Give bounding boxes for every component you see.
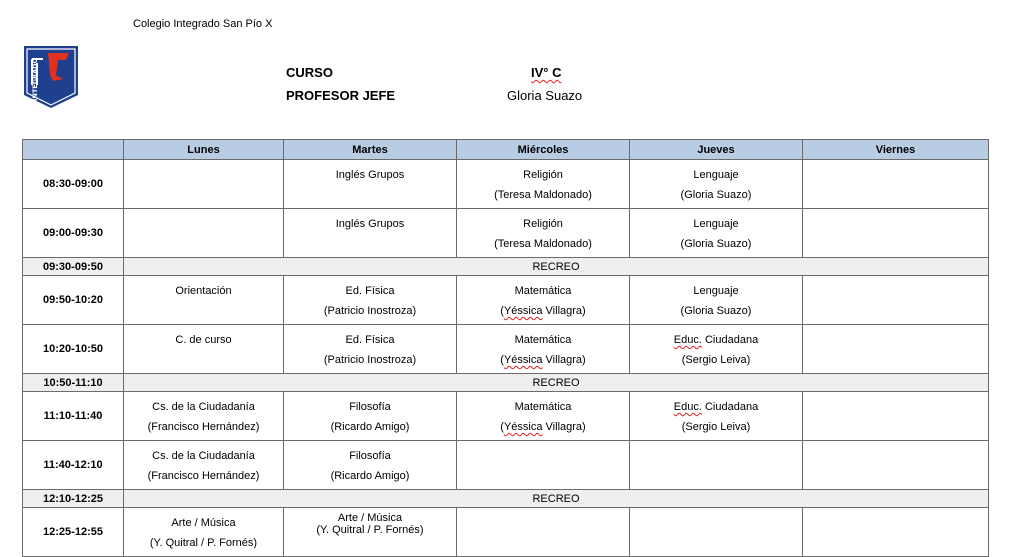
break-label: RECREO <box>124 258 989 276</box>
cell-martes <box>284 209 457 258</box>
subject-name: Religión <box>523 169 563 181</box>
subject-name: Educ. Ciudadana <box>673 334 759 346</box>
cell-miercoles <box>457 276 630 325</box>
subject-name: Matemática <box>514 285 572 297</box>
cell-jueves <box>630 276 803 325</box>
cell-martes <box>284 508 457 557</box>
cell-jueves <box>630 325 803 374</box>
profesor-jefe-value: Gloria Suazo <box>507 88 583 103</box>
cell-jueves <box>630 160 803 209</box>
subject-name: Orientación <box>175 285 232 297</box>
class-row <box>23 276 989 325</box>
break-row <box>23 258 989 276</box>
cell-martes <box>284 325 457 374</box>
subject-name: Arte / Música <box>171 517 236 529</box>
subject-name: Matemática <box>514 401 572 413</box>
subject-name: C. de curso <box>175 334 232 346</box>
cell-jueves <box>630 209 803 258</box>
cell-jueves <box>630 392 803 441</box>
class-row <box>23 441 989 490</box>
profesor-jefe-label: PROFESOR JEFE <box>286 88 396 103</box>
cell-miercoles <box>457 325 630 374</box>
break-row <box>23 490 989 508</box>
class-row <box>23 508 989 557</box>
time-slot: 12:25-12:55 <box>23 508 124 557</box>
subject-name: Matemática <box>514 334 572 346</box>
class-row <box>23 209 989 258</box>
school-logo <box>23 45 79 109</box>
cell-martes <box>284 441 457 490</box>
cell-miercoles <box>457 508 630 557</box>
subject-name: Inglés Grupos <box>335 169 405 181</box>
teacher-name: (Teresa Maldonado) <box>494 238 592 250</box>
header-time <box>23 140 124 160</box>
time-slot: 10:50-11:10 <box>23 374 124 392</box>
schedule-header-row <box>23 140 989 160</box>
cell-viernes <box>803 392 989 441</box>
class-row <box>23 392 989 441</box>
cell-lunes <box>124 325 284 374</box>
teacher-name: (Francisco Hernández) <box>147 421 260 433</box>
teacher-name: (Teresa Maldonado) <box>494 189 592 201</box>
break-row <box>23 374 989 392</box>
logo-text: INTEGRADO <box>31 57 39 101</box>
teacher-name: (Yéssica Villagra) <box>500 421 586 433</box>
break-label: RECREO <box>124 490 989 508</box>
teacher-name: (Y. Quitral / P. Fornés) <box>149 537 258 549</box>
subject-name: Filosofía <box>349 401 391 413</box>
cell-lunes <box>124 160 284 209</box>
cell-viernes <box>803 160 989 209</box>
cell-lunes <box>124 441 284 490</box>
subject-name: Lenguaje <box>693 218 739 230</box>
time-slot: 09:00-09:30 <box>23 209 124 258</box>
subject-name: Cs. de la Ciudadanía <box>152 401 255 413</box>
cell-lunes <box>124 508 284 557</box>
cell-miercoles <box>457 441 630 490</box>
school-name: Colegio Integrado San Pío X <box>133 18 273 30</box>
teacher-name: (Sergio Leiva) <box>681 421 751 433</box>
teacher-name: (Francisco Hernández) <box>147 470 260 482</box>
subject-name: Ed. Física <box>345 285 395 297</box>
header-jueves: Jueves <box>630 140 803 160</box>
cell-miercoles <box>457 160 630 209</box>
teacher-name: (Yéssica Villagra) <box>500 305 586 317</box>
cell-miercoles <box>457 392 630 441</box>
time-slot: 11:40-12:10 <box>23 441 124 490</box>
cell-viernes <box>803 441 989 490</box>
cell-martes <box>284 160 457 209</box>
class-row <box>23 325 989 374</box>
time-slot: 12:10-12:25 <box>23 490 124 508</box>
cell-martes <box>284 392 457 441</box>
subject-name: Lenguaje <box>693 285 739 297</box>
time-slot: 09:30-09:50 <box>23 258 124 276</box>
schedule-table <box>22 139 989 557</box>
subject-name: Filosofía <box>349 450 391 462</box>
teacher-name: (Gloria Suazo) <box>680 189 752 201</box>
cell-miercoles <box>457 209 630 258</box>
time-slot: 10:20-10:50 <box>23 325 124 374</box>
cell-lunes <box>124 392 284 441</box>
subject-name: Lenguaje <box>693 169 739 181</box>
cell-viernes <box>803 276 989 325</box>
teacher-name: (Gloria Suazo) <box>680 305 752 317</box>
subject-name: Ed. Física <box>345 334 395 346</box>
header-viernes: Viernes <box>803 140 989 160</box>
teacher-name: (Ricardo Amigo) <box>330 470 410 482</box>
subject-name: Arte / Música <box>337 512 403 524</box>
cell-lunes <box>124 276 284 325</box>
teacher-name: (Yéssica Villagra) <box>500 354 586 366</box>
teacher-name: (Gloria Suazo) <box>680 238 752 250</box>
cell-martes <box>284 276 457 325</box>
subject-name: Inglés Grupos <box>335 218 405 230</box>
subject-name: Cs. de la Ciudadanía <box>152 450 255 462</box>
subject-name: Religión <box>523 218 563 230</box>
cell-viernes <box>803 508 989 557</box>
subject-name: Educ. Ciudadana <box>673 401 759 413</box>
time-slot: 11:10-11:40 <box>23 392 124 441</box>
header-martes: Martes <box>284 140 457 160</box>
cell-lunes <box>124 209 284 258</box>
time-slot: 09:50-10:20 <box>23 276 124 325</box>
time-slot: 08:30-09:00 <box>23 160 124 209</box>
cell-viernes <box>803 209 989 258</box>
class-row <box>23 160 989 209</box>
teacher-name: (Y. Quitral / P. Fornés) <box>316 524 424 536</box>
curso-value: IV° C <box>531 65 562 80</box>
cell-jueves <box>630 441 803 490</box>
cell-jueves <box>630 508 803 557</box>
teacher-name: (Patricio Inostroza) <box>323 305 417 317</box>
header-miercoles: Miércoles <box>457 140 630 160</box>
teacher-name: (Patricio Inostroza) <box>323 354 417 366</box>
cell-viernes <box>803 325 989 374</box>
break-label: RECREO <box>124 374 989 392</box>
curso-label: CURSO <box>286 65 333 80</box>
teacher-name: (Ricardo Amigo) <box>330 421 410 433</box>
header-lunes: Lunes <box>124 140 284 160</box>
teacher-name: (Sergio Leiva) <box>681 354 751 366</box>
